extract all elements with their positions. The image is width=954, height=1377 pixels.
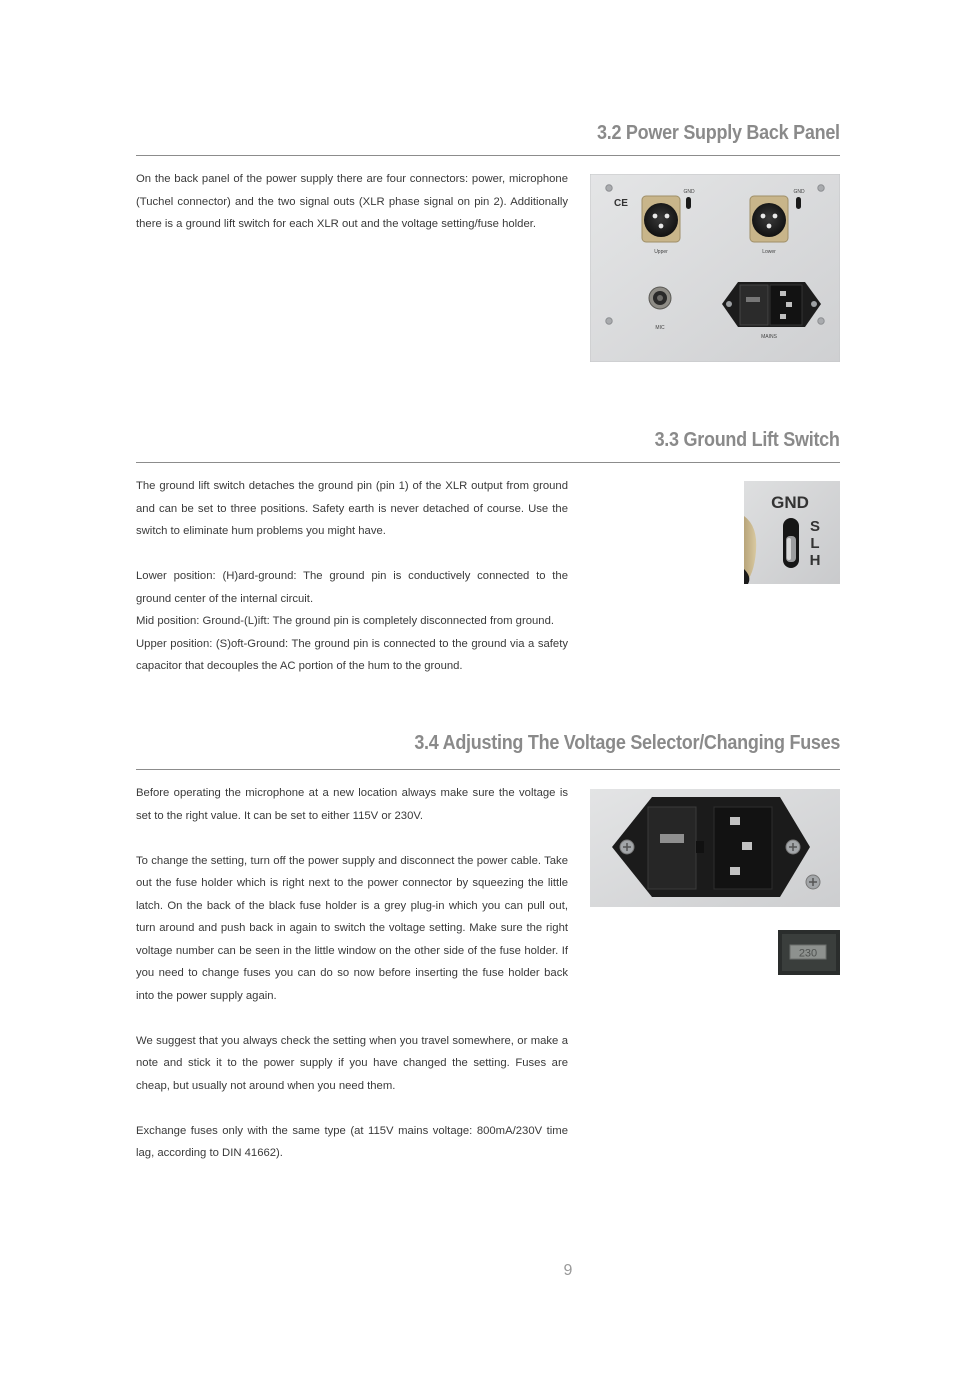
section-divider xyxy=(136,155,840,156)
gnd-label: GND xyxy=(793,189,805,195)
switch-l-label: L xyxy=(810,535,820,552)
section-heading-voltage: 3.4 Adjusting The Voltage Selector/Changing Fuses xyxy=(414,732,840,754)
section-divider xyxy=(136,769,840,770)
paragraph: Lower position: (H)ard-ground: The ground pin is conductively connected to the ground center of the internal circuit. xyxy=(136,570,568,605)
lower-label: Lower xyxy=(762,249,776,255)
mic-label: MIC xyxy=(655,325,665,331)
paragraph: Upper position: (S)oft-Ground: The ground pin is connected to the ground via a safety capacitor that decouples the AC portion of the hum to the ground. xyxy=(136,637,568,672)
section-heading-ground-lift: 3.3 Ground Lift Switch xyxy=(654,429,840,451)
paragraph-gap xyxy=(136,1097,568,1120)
mains-label: MAINS xyxy=(761,334,777,340)
switch-h-label: H xyxy=(809,552,821,569)
voltage-window-value: 230 xyxy=(798,947,818,960)
paragraph: To change the setting, turn off the power supply and disconnect the power cable. Take out the fuse holder which is right next to the power connector by squeezing the little latch. On the back of the black fuse holder is a grey plug-in which you can pull out, turn around and push back in again to switch the voltage setting. Make sure the right voltage number can be seen in the little window on the other side of the fuse holder. If you need to change fuses you can do so now before inserting the fuse holder back into the power supply again. xyxy=(136,854,568,1002)
switch-s-label: S xyxy=(809,518,821,535)
paragraph: Exchange fuses only with the same type (at 115V mains voltage: 800mA/230V time lag, according to DIN 41662). xyxy=(136,1124,568,1159)
gnd-label: GND xyxy=(683,189,695,195)
switch-gnd-label: GND xyxy=(771,493,809,512)
section-heading-power-supply: 3.2 Power Supply Back Panel xyxy=(597,122,840,144)
section-divider xyxy=(136,462,840,463)
paragraph-gap xyxy=(136,827,568,850)
paragraph-ground-lift xyxy=(136,475,568,678)
paragraph: We suggest that you always check the setting when you travel somewhere, or make a note and stick it to the power supply if you have changed the setting. Fuses are cheap, but usually not around when you need them. xyxy=(136,1034,568,1092)
upper-label: Upper xyxy=(654,249,668,255)
paragraph-gap xyxy=(136,543,568,566)
paragraph: Mid position: Ground-(L)ift: The ground pin is completely disconnected from ground. xyxy=(136,615,554,627)
mains-connector-photo xyxy=(590,789,840,907)
paragraph: Before operating the microphone at a new location always make sure the voltage is set to the right value. It can be set to either 115V or 230V. xyxy=(136,787,568,822)
ce-mark: CE xyxy=(614,198,628,209)
voltage-window-photo xyxy=(778,930,840,975)
paragraph: The ground lift switch detaches the ground pin (pin 1) of the XLR output from ground and can be set to three positions. Safety earth is never detached of course. Use the switch to eliminate hum problems you might have. xyxy=(136,480,568,537)
ground-lift-switch-photo xyxy=(744,481,840,584)
paragraph-power-supply xyxy=(136,168,568,236)
paragraph-voltage xyxy=(136,782,568,1165)
back-panel-photo xyxy=(590,174,840,362)
paragraph-gap xyxy=(136,1007,568,1030)
page-number: 9 xyxy=(563,1262,573,1279)
paragraph: On the back panel of the power supply there are four connectors: power, microphone (Tuchel connector) and the two signal outs (XLR phase signal on pin 2). Additionally there is a ground lift switch for each XLR out and the voltage setting/fuse holder. xyxy=(136,173,568,230)
